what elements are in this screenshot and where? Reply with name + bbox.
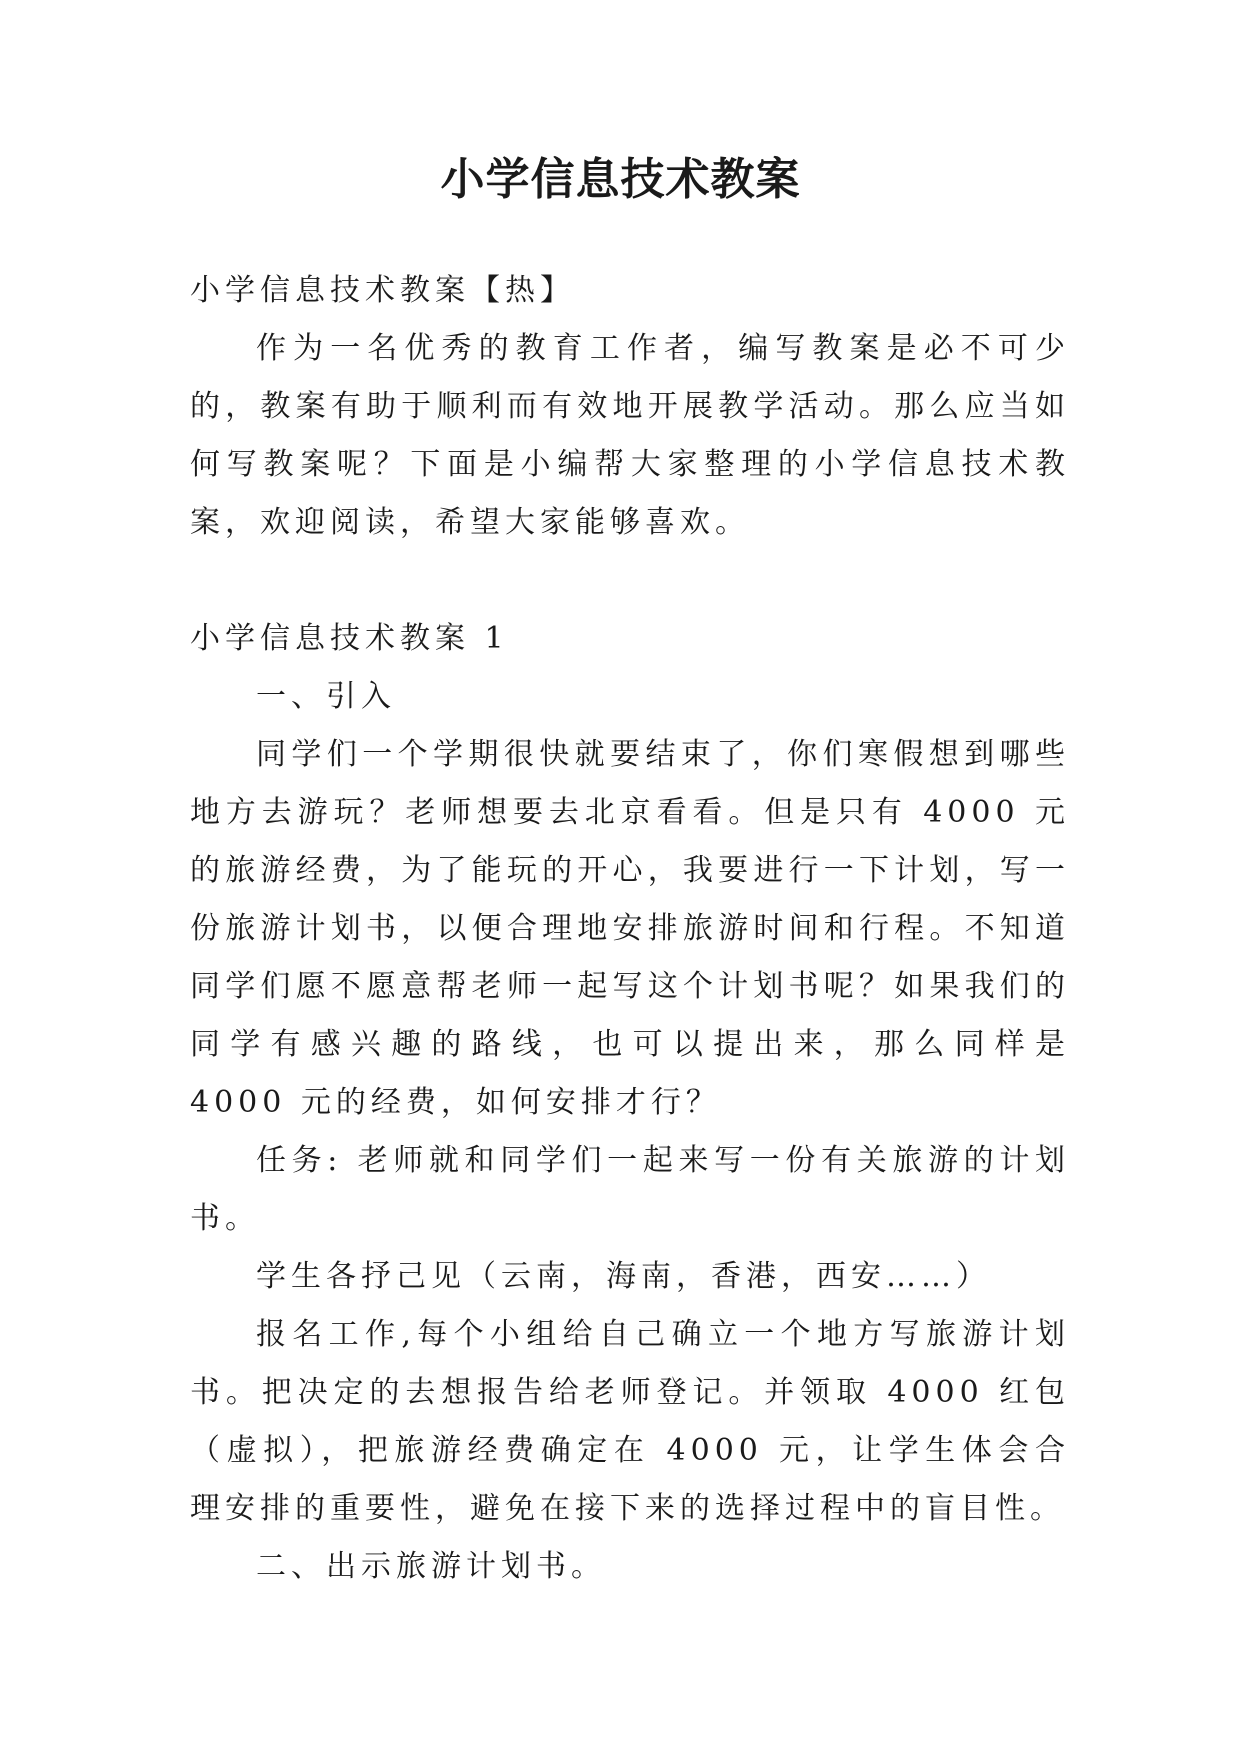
document-body — [190, 262, 1070, 1596]
paragraph-introduction: 同学们一个学期很快就要结束了，你们寒假想到哪些地方去游玩？老师想要去北京看看。但是只有 4000 元的旅游经费，为了能玩的开心，我要进行一下计划，写一份旅游计划书，以便合理地安排旅游时间和行程。不知道同学们愿不愿意帮老师一起写这个计划书呢？如果我们的同学有感兴趣的路线，也可以提出来，那么同样是 4000 元的经费，如何安排才行？ — [190, 737, 1070, 1120]
subtitle: 小学信息技术教案【热】 — [190, 273, 575, 308]
intro-paragraph: 作为一名优秀的教育工作者，编写教案是必不可少的，教案有助于顺利而有效地开展教学活动。那么应当如何写教案呢？下面是小编帮大家整理的小学信息技术教案，欢迎阅读，希望大家能够喜欢。 — [190, 331, 1070, 540]
registration-paragraph: 报名工作,每个小组给自己确立一个地方写旅游计划书。把决定的去想报告给老师登记。并领取 4000 红包（虚拟），把旅游经费确定在 4000 元，让学生体会合理安排的重要性，避免在接下来的选择过程中的盲目性。 — [190, 1317, 1070, 1526]
task-paragraph: 任务: 老师就和同学们一起来写一份有关旅游的计划书。 — [190, 1143, 1070, 1236]
section-heading: 小学信息技术教案 1 — [190, 621, 509, 656]
students-paragraph: 学生各抒己见（云南，海南，香港，西安……） — [256, 1259, 991, 1294]
part2-heading: 二、出示旅游计划书。 — [256, 1549, 606, 1584]
document-title: 小学信息技术教案 — [440, 154, 801, 205]
paragraph-gap — [190, 552, 1070, 610]
part1-heading: 一、引入 — [256, 679, 396, 714]
